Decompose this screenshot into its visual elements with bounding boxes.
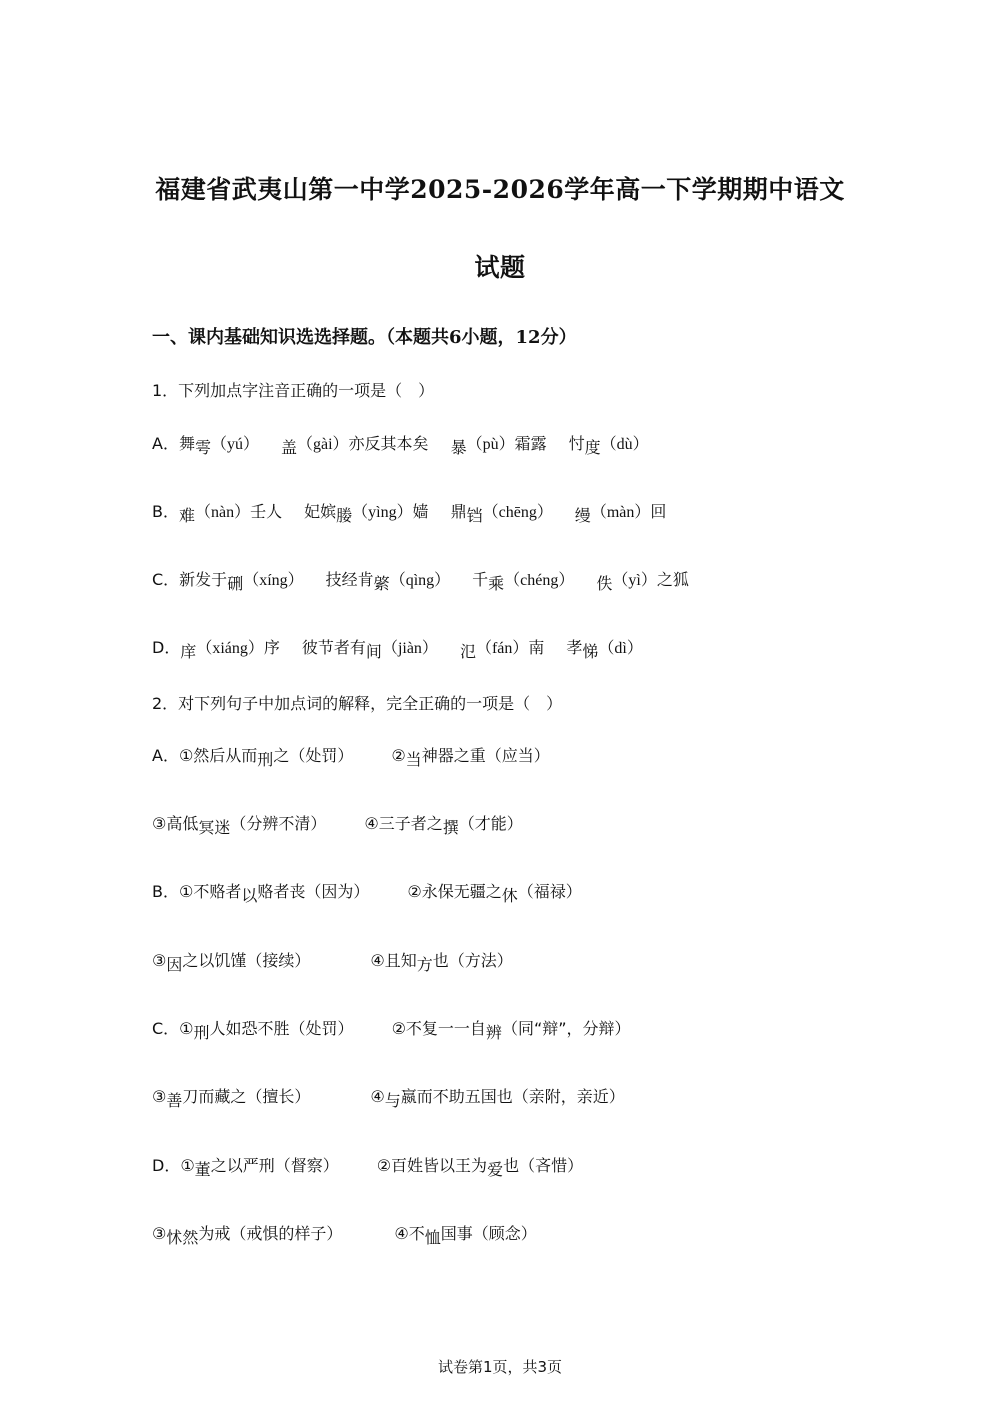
q1-option-d: D．庠（xiáng）序 彼节者有间（jiàn） 氾（fán）南 孝悌（dì） bbox=[152, 638, 643, 661]
section-heading: 一、课内基础知识选选择题。（本题共6小题，12分） bbox=[152, 327, 577, 348]
q2-option-b-line2: ③因之以饥馑（接续） ④且知方也（方法） bbox=[152, 951, 513, 974]
q2-option-b-line1: B．①不赂者以赂者丧（因为） ②永保无疆之休（福禄） bbox=[152, 882, 582, 905]
exam-title-line1: 福建省武夷山第一中学2025-2026学年高一下学期期中语文 bbox=[155, 175, 845, 204]
question-1-stem: 1．下列加点字注音正确的一项是（ ） bbox=[152, 381, 435, 400]
q2-option-a-line2: ③高低冥迷（分辨不清） ④三子者之撰（才能） bbox=[152, 814, 523, 837]
q1-option-c: C．新发于硎（xíng） 技经肯綮（qìng） 千乘（chéng） 佚（yì）之狐 bbox=[152, 570, 689, 593]
q2-option-a-line1: A．①然后从而刑之（处罚） ②当神器之重（应当） bbox=[152, 746, 550, 769]
q2-option-d-line1: D．①董之以严刑（督察） ②百姓皆以王为爱也（吝惜） bbox=[152, 1156, 584, 1179]
exam-title-line2: 试题 bbox=[474, 253, 526, 282]
q1-option-b: B．难（nàn）壬人 妃嫔媵（yìng）嫱 鼎铛（chēng） 缦（màn）回 bbox=[152, 502, 667, 525]
q2-option-c-line1: C．①刑人如恐不胜（处罚） ②不复一一自辨（同“辩”，分辩） bbox=[152, 1019, 631, 1042]
q2-option-c-line2: ③善刀而藏之（擅长） ④与嬴而不助五国也（亲附，亲近） bbox=[152, 1087, 625, 1110]
q2-option-d-line2: ③怵然为戒（戒惧的样子） ④不恤国事（顾念） bbox=[152, 1224, 537, 1247]
q1-option-a: A．舞雩（yú） 盖（gài）亦反其本矣 暴（pù）霜露 忖度（dù） bbox=[152, 434, 649, 457]
page-footer: 试卷第1页，共3页 bbox=[437, 1358, 563, 1376]
question-2-stem: 2．对下列句子中加点词的解释，完全正确的一项是（ ） bbox=[152, 694, 563, 713]
